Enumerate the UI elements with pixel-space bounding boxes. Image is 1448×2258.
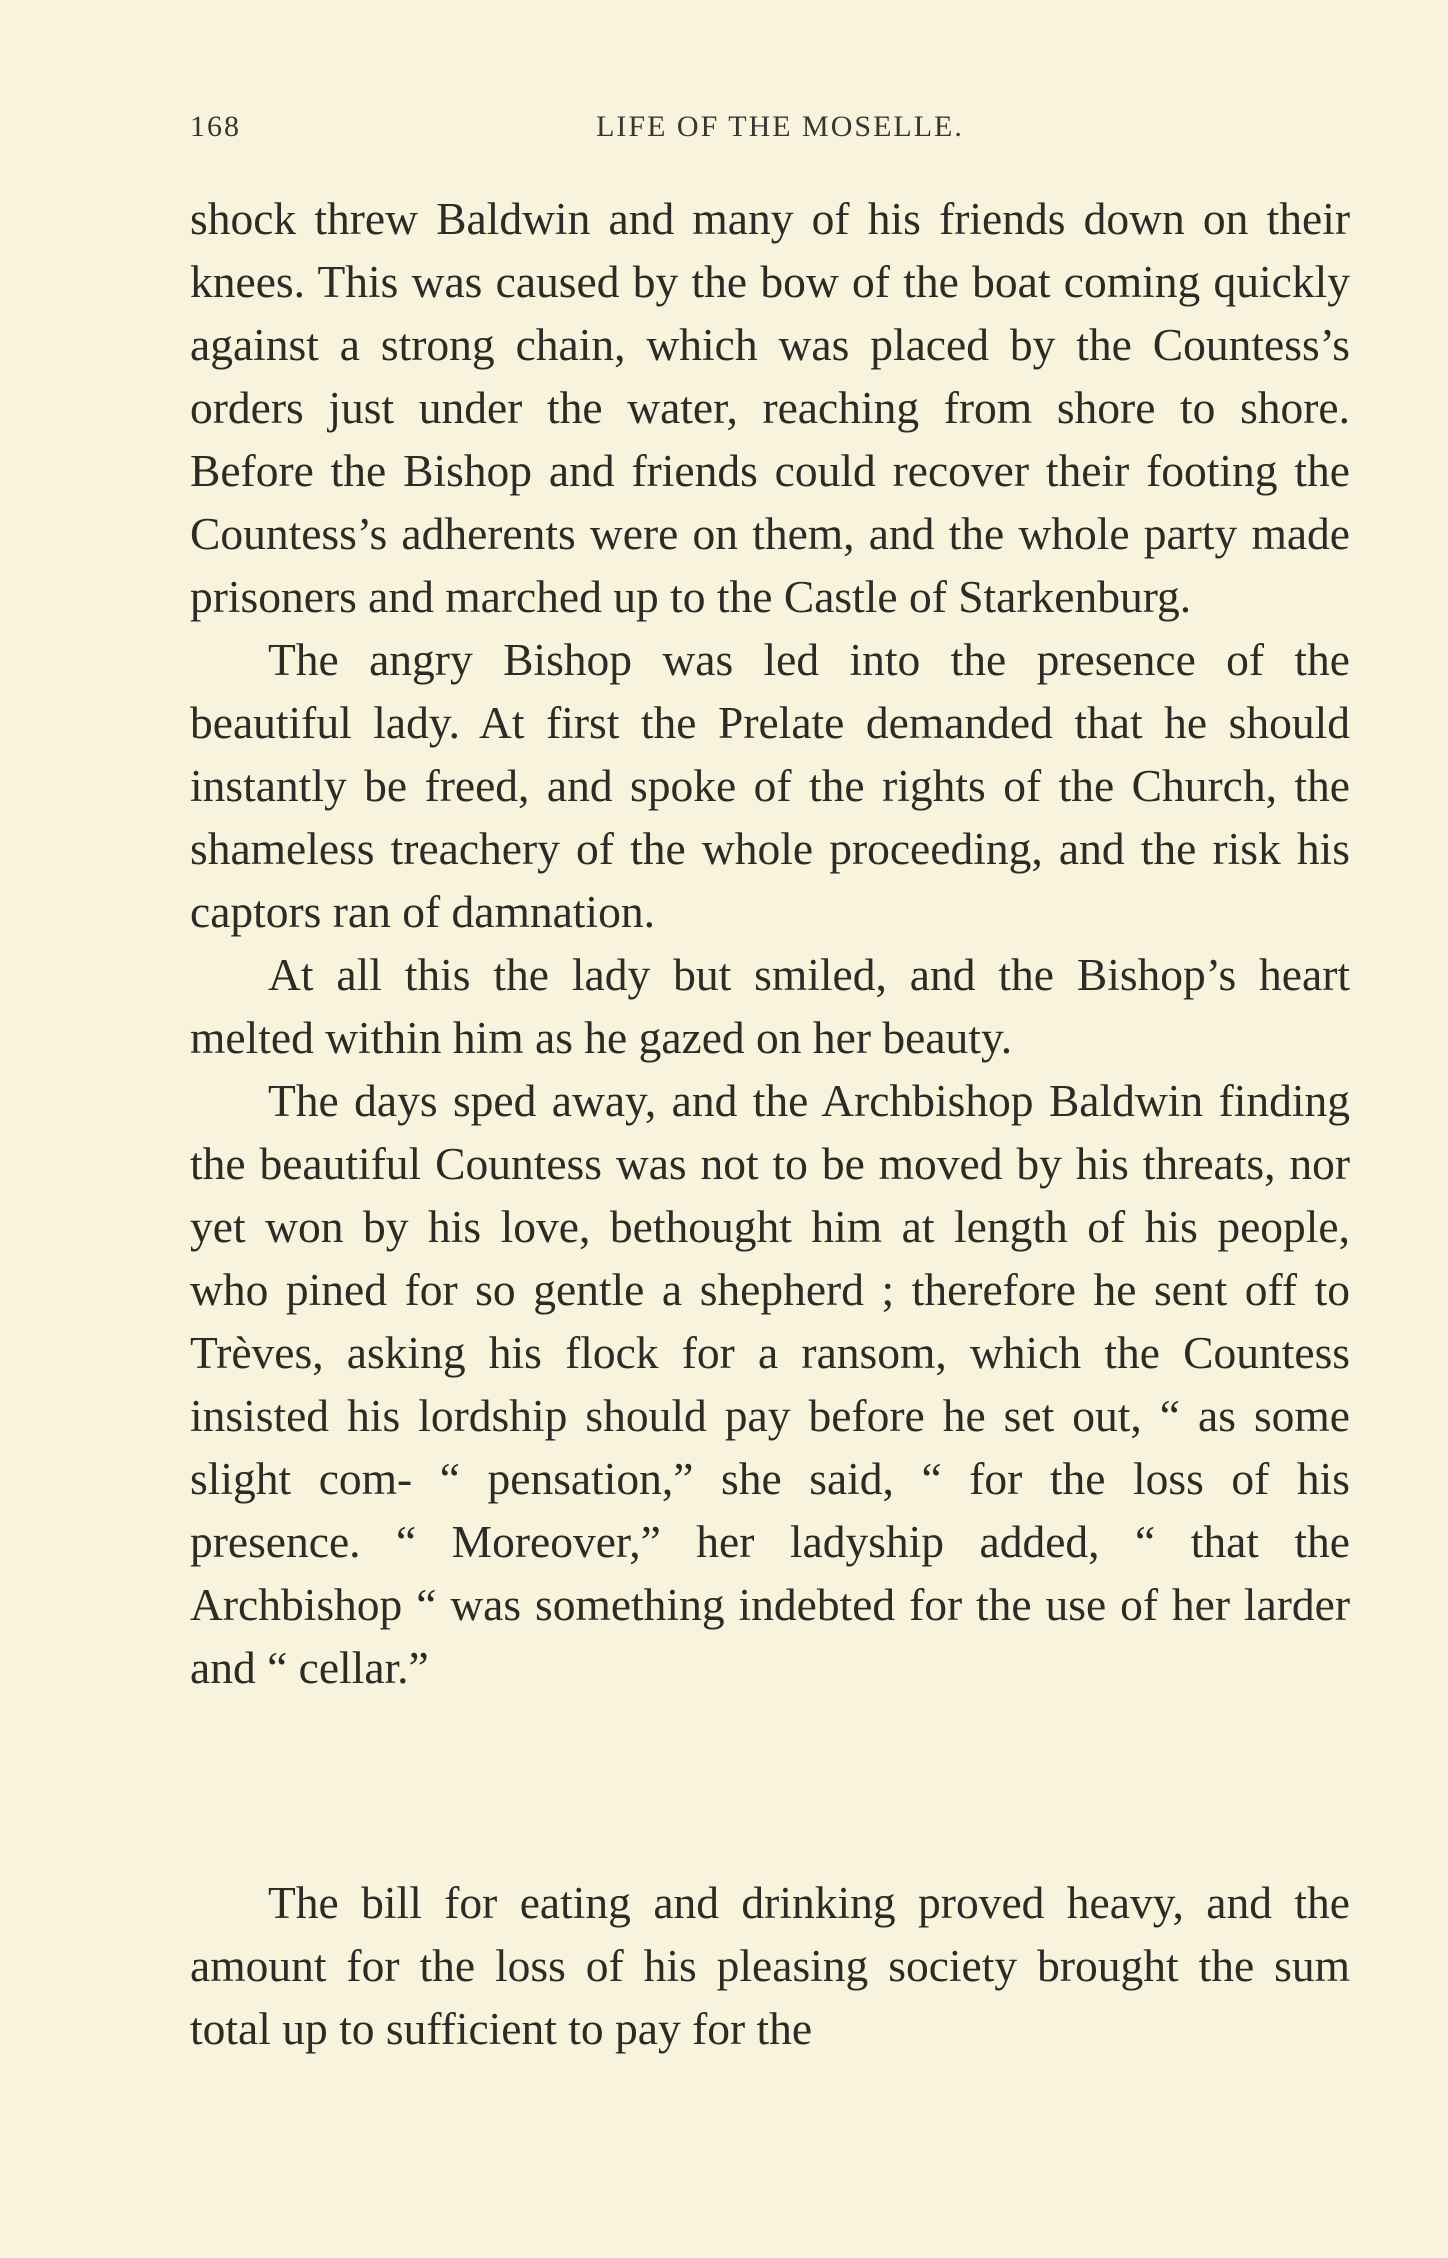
paragraph: shock threw Baldwin and many of his friends down on their knees. This was caused by the bow of the boat coming quickly against a strong chain, which was placed by the Countess’s orders just under the water, reaching from shore to shore. Before the Bishop and friends could recover their footing the Countess’s adherents were on them, and the whole party made prisoners and marched up to the Castle of Starkenburg. bbox=[190, 193, 1350, 622]
running-head bbox=[190, 110, 1350, 150]
paragraph: At all this the lady but smiled, and the Bishop’s heart melted within him as he gazed on her beauty. bbox=[190, 949, 1350, 1063]
body-text-continued bbox=[190, 1871, 1350, 2060]
body-text bbox=[190, 187, 1350, 1699]
running-title: LIFE OF THE MOSELLE. bbox=[596, 110, 964, 143]
paragraph: The days sped away, and the Archbishop Baldwin finding the beautiful Countess was not to be moved by his threats, nor yet won by his love, bethought him at length of his people, who pined for so gentle a shepherd ; therefore he sent off to Trèves, asking his flock for a ransom, which the Countess insisted his lordship should pay before he set out, “ as some slight com- “ pensation,” she said, “ for the loss of his presence. “ Moreover,” her ladyship added, “ that the Archbishop “ was something indebted for the use of her larder and “ cellar.” bbox=[190, 1075, 1350, 1693]
paragraph: The angry Bishop was led into the presence of the beautiful lady. At first the Prelate demanded that he should instantly be freed, and spoke of the rights of the Church, the shameless treachery of the whole proceeding, and the risk his captors ran of damnation. bbox=[190, 634, 1350, 937]
paragraph: The bill for eating and drinking proved heavy, and the amount for the loss of his pleasing society brought the sum total up to sufficient to pay for the bbox=[190, 1877, 1350, 2054]
page-number: 168 bbox=[190, 110, 241, 143]
